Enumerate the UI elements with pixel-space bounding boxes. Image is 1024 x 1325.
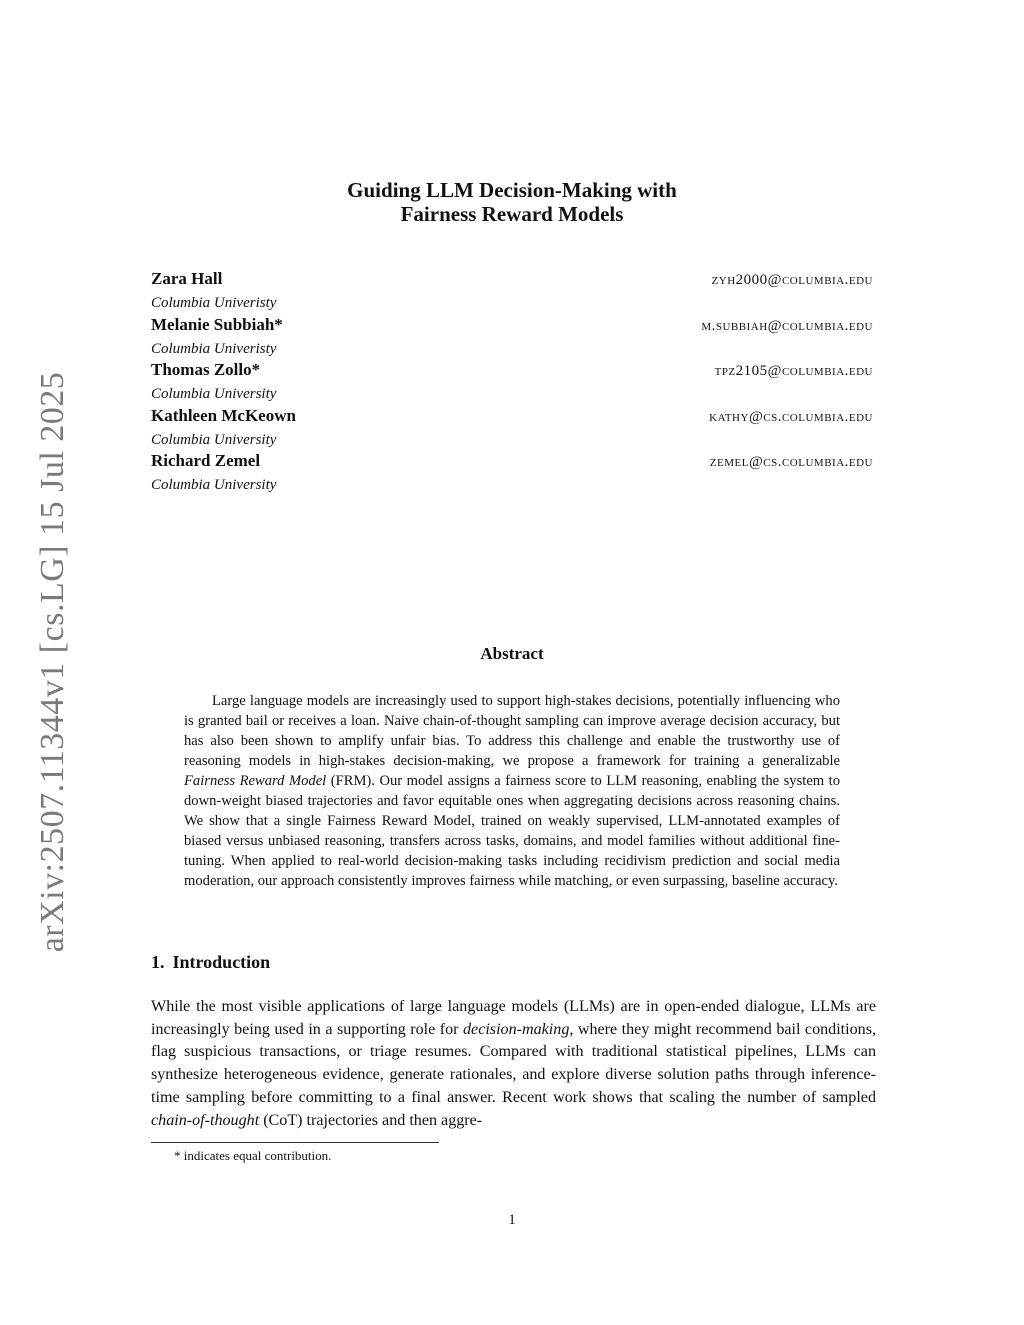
author-name: Zara Hall <box>151 269 223 288</box>
section-title: Introduction <box>172 952 271 972</box>
author-affiliation: Columbia University <box>151 477 277 493</box>
author-email: zemel@cs.columbia.edu <box>709 454 873 470</box>
arxiv-identifier: arXiv:2507.11344v1 [cs.LG] 15 Jul 2025 <box>34 371 71 953</box>
page-number: 1 <box>508 1212 516 1228</box>
intro-text-part: , where they might recommend bail conditions, flag suspicious transactions, or triage resumes. Compared with traditional statistical pipelines, LLMs can synthesize heterogeneous evidence, generate rationales, and explore diverse solution paths through inference-time sampling before committing to a final answer. Recent work shows that scaling the number of sampled <box>151 1020 876 1106</box>
author-entry <box>151 406 873 452</box>
author-entry <box>151 315 873 361</box>
author-email: zyh2000@columbia.edu <box>711 272 873 288</box>
abstract-emphasis: Fairness Reward Model <box>184 773 327 789</box>
paper-title <box>0 178 1024 226</box>
intro-text-part: While the most visible applications of large language models (LLMs) are in open-ended dialogue, LLMs are increasingly being used in a supporting role for <box>151 998 876 1038</box>
footnote-divider <box>151 1142 439 1143</box>
author-affiliation: Columbia University <box>151 431 277 448</box>
section-heading-introduction <box>151 952 278 973</box>
title-line-1: Guiding LLM Decision-Making with <box>347 178 677 202</box>
intro-text-part: (CoT) trajectories and then aggre- <box>259 1111 483 1129</box>
author-name: Kathleen McKeown <box>151 405 296 425</box>
author-name: Richard Zemel <box>151 451 261 470</box>
abstract-heading: Abstract <box>480 644 544 663</box>
abstract-text <box>184 691 840 891</box>
author-affiliation: Columbia Univeristy <box>151 340 277 357</box>
abstract-text-part: Large language models are increasingly used to support high-stakes decisions, potentially influencing who is granted bail or receives a loan. Naive chain-of-thought sampling can improve average decision accuracy, but has also been shown to amplify unfair bias. To address this challenge and enable the trustworthy use of reasoning models in high-stakes decision-making, we propose a framework for training a generalizable <box>184 693 840 769</box>
author-entry <box>151 451 873 497</box>
abstract-text-part: (FRM). Our model assigns a fairness score to LLM reasoning, enabling the system to down-weight biased trajectories and favor equitable ones when aggregating decisions across reasoning chains. We show that a single Fairness Reward Model, trained on weakly supervised, LLM-annotated examples of biased versus unbiased reasoning, transfers across tasks, domains, and model families without additional fine-tuning. When applied to real-world decision-making tasks including recidivism prediction and social media moderation, our approach consistently improves fairness while matching, or even surpassing, baseline accuracy. <box>184 773 840 889</box>
intro-emphasis: chain-of-thought <box>151 1111 260 1129</box>
intro-emphasis: decision-making <box>463 1020 570 1038</box>
footnote: * indicates equal contribution. <box>174 1148 332 1163</box>
author-name: Melanie Subbiah* <box>151 314 283 334</box>
title-line-2: Fairness Reward Models <box>400 202 624 226</box>
introduction-paragraph <box>151 996 876 1132</box>
author-email: tpz2105@columbia.edu <box>714 363 873 379</box>
author-entry <box>151 360 873 406</box>
author-list <box>151 269 873 497</box>
author-email: kathy@cs.columbia.edu <box>709 408 873 425</box>
author-affiliation: Columbia Univeristy <box>151 295 277 311</box>
author-email: m.subbiah@columbia.edu <box>701 317 873 334</box>
author-name: Thomas Zollo* <box>151 360 261 379</box>
author-affiliation: Columbia University <box>151 386 277 402</box>
section-number: 1. <box>151 952 165 972</box>
author-entry <box>151 269 873 315</box>
